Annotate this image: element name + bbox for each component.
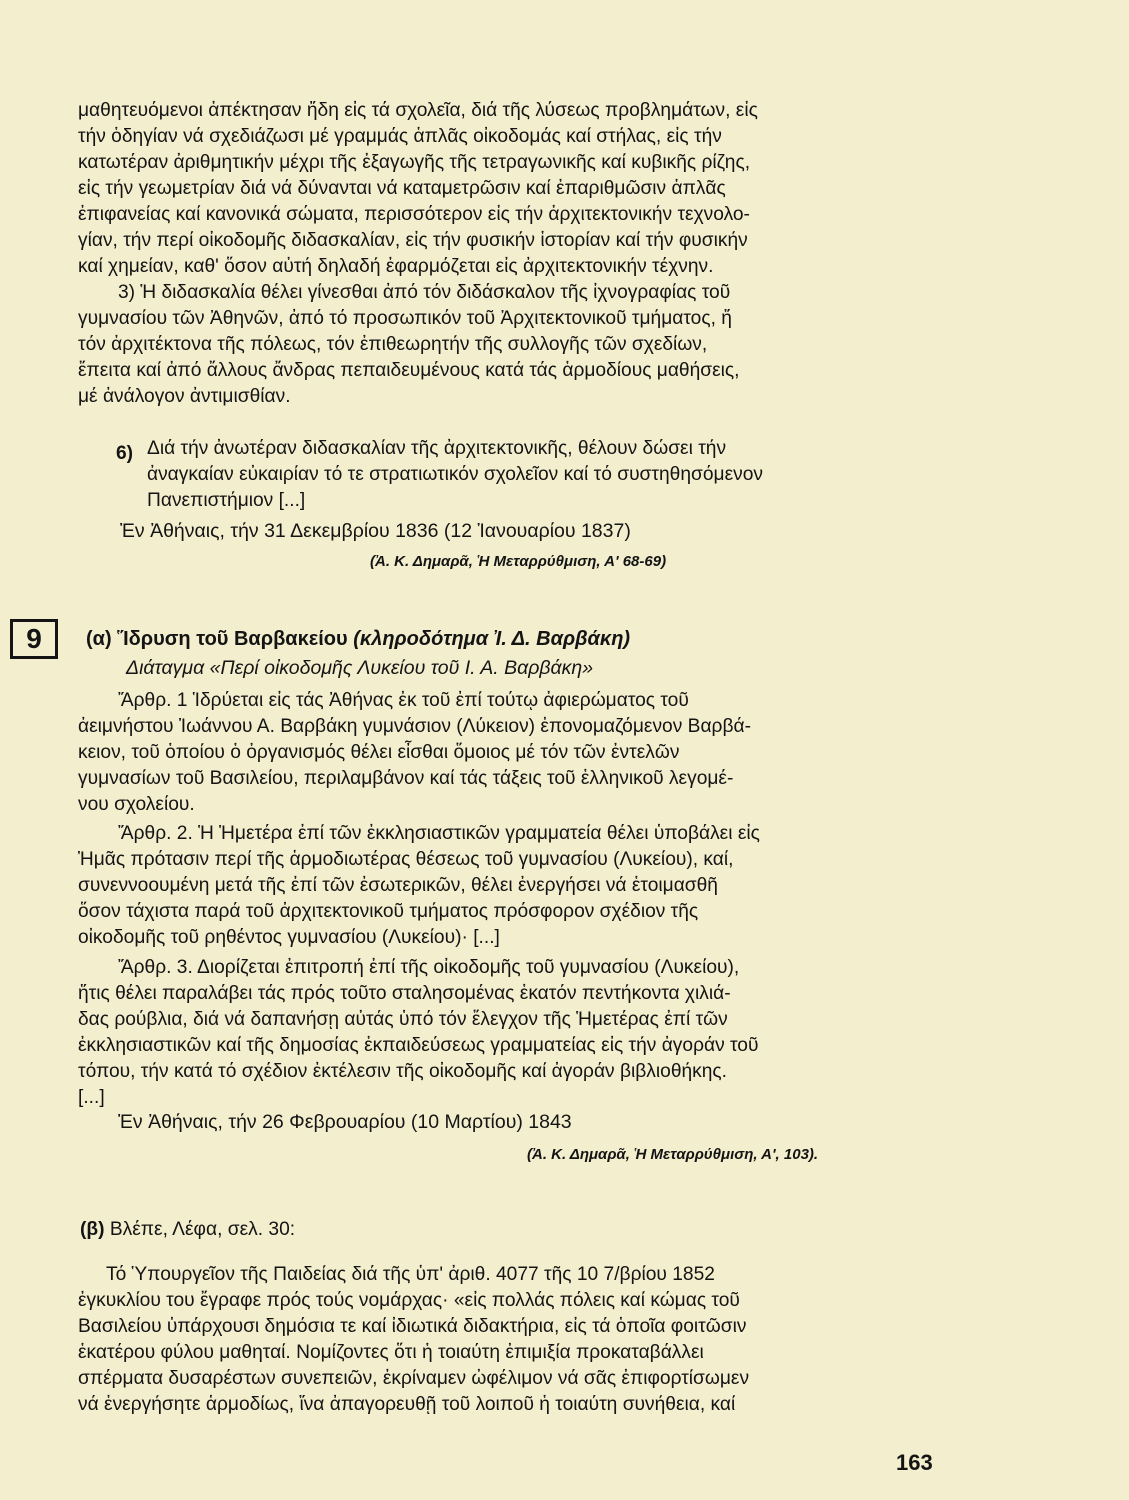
text-line: ἐκκλησιαστικῶν καί τῆς δημοσίας ἐκπαιδεύσεως γραμματείας εἰς τήν ἀγοράν τοῦ — [78, 1035, 759, 1056]
section9-title: Ἵδρυση τοῦ Βαρβακείου — [117, 628, 348, 650]
section-number-box: 9 — [10, 619, 58, 659]
text-line: ἔπειτα καί ἀπό ἄλλους ἄνδρας πεπαιδευμένους κατά τάς ἁρμοδίους μαθήσεις, — [78, 360, 740, 381]
text-line: [...] — [78, 1087, 105, 1108]
section9-citation: (Ἀ. Κ. Δημαρᾶ, Ἡ Μεταρρύθμιση, Α', 103). — [527, 1146, 819, 1163]
section-beta-paragraph — [78, 1262, 950, 1418]
text-line: ἀναγκαίαν εὐκαιρίαν τό τε στρατιωτικόν σχολεῖον καί τό συστηθησόμενον — [147, 464, 763, 485]
section9-title-italic: (κληροδότημα Ἰ. Δ. Βαρβάκη) — [353, 628, 631, 650]
text-line: τόν ἀρχιτέκτονα τῆς πόλεως, τόν ἐπιθεωρητήν τῆς συλλογῆς τῶν σχεδίων, — [78, 334, 708, 355]
text-line: δας ρούβλια, διά νά δαπανήσῃ αὐτάς ὑπό τόν ἔλεγχον τῆς Ἡμετέρας ἐπί τῶν — [78, 1009, 728, 1030]
text-line: κατωτέραν ἀριθμητικήν μέχρι τῆς ἐξαγωγῆς τῆς τετραγωνικῆς καί κυβικῆς ρίζης, — [78, 152, 751, 173]
article3-paragraph — [78, 955, 950, 1111]
section9-heading — [86, 626, 630, 652]
section-beta-heading — [80, 1217, 295, 1243]
text-line: καί χημείαν, καθ' ὅσον αὐτή δηλαδή ἐφαρμόζεται εἰς ἀρχιτεκτονικήν τέχνην. — [78, 256, 714, 277]
text-line: εἰς τήν γεωμετρίαν διά νά δύνανται νά καταμετρῶσιν καί ἐπαριθμῶσιν ἁπλᾶς — [78, 178, 726, 199]
text-line: γίαν, τήν περί οἰκοδομῆς διδασκαλίαν, εἰς τήν φυσικήν ἱστορίαν καί τήν φυσικήν — [78, 230, 748, 251]
top-paragraph — [78, 98, 950, 410]
section9-date: Ἐν Ἀθήναις, τήν 26 Φεβρουαρίου (10 Μαρτίου) 1843 — [118, 1111, 572, 1133]
text-line: ἐπιφανείας καί κανονικά σώματα, περισσότερον εἰς τήν ἀρχιτεκτονικήν τεχνολο- — [78, 204, 750, 225]
text-line: ἀειμνήστου Ἰωάννου Α. Βαρβάκη γυμνάσιον (Λύκειον) ἐπονομαζόμενον Βαρβά- — [78, 716, 751, 737]
text-line: σπέρματα δυσαρέστων συνεπειῶν, ἐκρίναμεν ὠφέλιμον νά σᾶς ἐπιφορτίσωμεν — [78, 1368, 750, 1389]
text-line: Ἄρθρ. 2. Ἡ Ἡμετέρα ἐπί τῶν ἐκκλησιαστικῶν γραμματεία θέλει ὑποβάλει εἰς — [118, 823, 760, 844]
text-line: Βασιλείου ὑπάρχουσι δημόσια τε καί ἰδιωτικά διδακτήρια, εἰς τά ὁποῖα φοιτῶσιν — [78, 1316, 747, 1337]
text-line: γυμνασίου τῶν Ἀθηνῶν, ἀπό τό προσωπικόν τοῦ Ἀρχιτεκτονικοῦ τμήματος, ἤ — [78, 308, 732, 329]
text-line: Τό Ὑπουργεῖον τῆς Παιδείας διά τῆς ὑπ' ἀριθ. 4077 τῆς 10 7/βρίου 1852 — [106, 1264, 715, 1285]
text-line: νου σχολείου. — [78, 794, 195, 815]
text-line: Πανεπιστήμιον [...] — [147, 490, 306, 511]
text-line: κειον, τοῦ ὁποίου ὁ ὀργανισμός θέλει εἶσθαι ὅμοιος μέ τόν τῶν ἐντελῶν — [78, 742, 680, 763]
section-beta-title: Βλέπε, Λέφα, σελ. 30: — [109, 1219, 296, 1240]
text-line: τήν ὁδηγίαν νά σχεδιάζωσι μέ γραμμάς ἁπλᾶς οἰκοδομάς καί στήλας, εἰς τήν — [78, 126, 722, 147]
text-line: ἐγκυκλίου του ἔγραφε πρός τούς νομάρχας· «εἰς πολλάς πόλεις καί κώμας τοῦ — [78, 1290, 740, 1311]
section6-citation: (Ἀ. Κ. Δημαρᾶ, Ἡ Μεταρρύθμιση, Α' 68-69) — [370, 553, 667, 570]
text-line: μαθητευόμενοι ἀπέκτησαν ἤδη εἰς τά σχολεῖα, διά τῆς λύσεως προβλημάτων, εἰς — [78, 100, 758, 121]
section6-date: Ἐν Ἀθήναις, τήν 31 Δεκεμβρίου 1836 (12 Ἰανουαρίου 1837) — [120, 520, 631, 542]
article1-paragraph — [78, 688, 950, 818]
section6-paragraph — [147, 436, 950, 514]
page-number: 163 — [896, 1450, 933, 1475]
text-line: Ἄρθρ. 3. Διορίζεται ἐπιτροπή ἐπί τῆς οἰκοδομῆς τοῦ γυμνασίου (Λυκείου), — [118, 957, 740, 978]
text-line: Ἡμᾶς πρότασιν περί τῆς ἁρμοδιωτέρας θέσεως τοῦ γυμνασίου (Λυκείου), καί, — [78, 849, 734, 870]
text-line: γυμνασίων τοῦ Βασιλείου, περιλαμβάνον καί τάς τάξεις τοῦ ἑλληνικοῦ λεγομέ- — [78, 768, 734, 789]
text-line: τόπου, τήν κατά τό σχέδιον ἐκτέλεσιν τῆς οἰκοδομῆς καί ἀγοράν βιβλιοθήκης. — [78, 1061, 728, 1082]
text-line: Διά τήν ἀνωτέραν διδασκαλίαν τῆς ἀρχιτεκτονικῆς, θέλουν δώσει τήν — [147, 438, 727, 459]
text-line: συνεννοουμένη μετά τῆς ἐπί τῶν ἐσωτερικῶν, θέλει ἐνεργήσει νά ἑτοιμασθῆ — [78, 875, 718, 896]
section9-label: (α) — [86, 628, 112, 650]
section-beta-label: (β) — [80, 1219, 105, 1240]
article2-paragraph — [78, 821, 950, 951]
text-line: ἑκατέρου φύλου μαθηταί. Νομίζοντες ὅτι ἡ τοιαύτη ἐπιμιξία προκαταβάλλει — [78, 1342, 704, 1363]
section6-label: 6) — [116, 443, 134, 464]
text-line: 3) Ἡ διδασκαλία θέλει γίνεσθαι ἀπό τόν διδάσκαλον τῆς ἰχνογραφίας τοῦ — [118, 282, 731, 303]
text-line: οἰκοδομῆς τοῦ ρηθέντος γυμνασίου (Λυκείου)· [...] — [78, 927, 500, 948]
text-line: Ἄρθρ. 1 Ἱδρύεται εἰς τάς Ἀθήνας ἐκ τοῦ ἐπί τούτῳ ἀφιερώματος τοῦ — [118, 690, 689, 711]
text-line: μέ ἀνάλογον ἀντιμισθίαν. — [78, 386, 291, 407]
section9-subheading: Διάταγμα «Περί οἰκοδομῆς Λυκείου τοῦ Ι. Α. Βαρβάκη» — [126, 657, 594, 679]
text-line: νά ἐνεργήσητε ἁρμοδίως, ἵνα ἀπαγορευθῇ τοῦ λοιποῦ ἡ τοιαύτη συνήθεια, καί — [78, 1394, 736, 1415]
text-line: ὅσον τάχιστα παρά τοῦ ἀρχιτεκτονικοῦ τμήματος πρόσφορον σχέδιον τῆς — [78, 901, 699, 922]
text-line: ἥτις θέλει παραλάβει τάς πρός τοῦτο σταλησομένας ἑκατόν πεντήκοντα χιλιά- — [78, 983, 731, 1004]
